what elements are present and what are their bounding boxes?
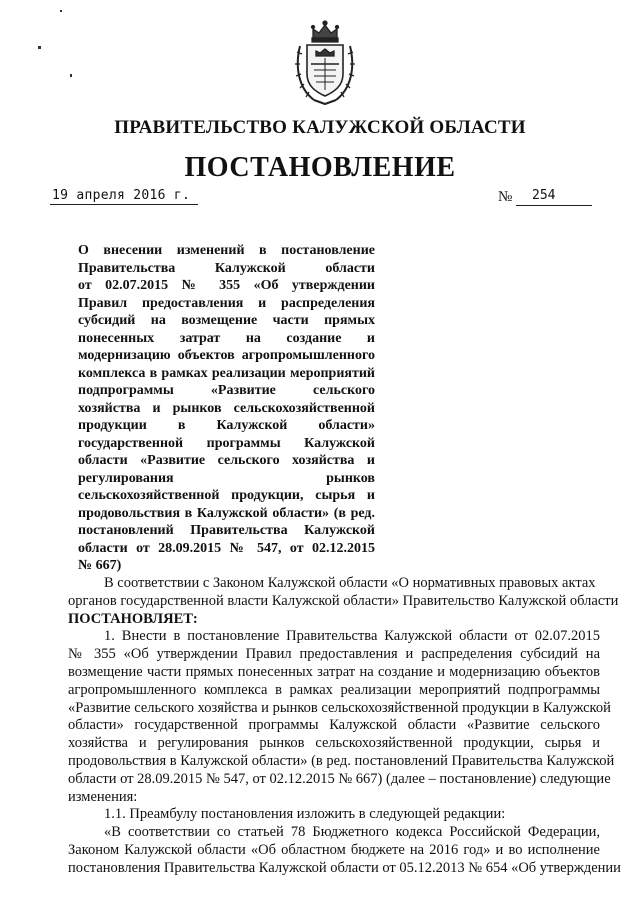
body-line: хозяйства и регулирования рынков сельскохозяйственной продукции, сырья и <box>68 735 600 752</box>
subject-line: государственной программы Калужской <box>78 435 375 451</box>
coat-of-arms-icon <box>292 18 358 106</box>
subject-line: субсидий на возмещение части прямых <box>78 313 375 328</box>
body-line: № 355 «Об утверждении Правил предоставления и распределения субсидий на <box>68 646 600 663</box>
number-sign: № <box>498 189 513 205</box>
body-line: 1. Внести в постановление Правительства Калужской области от 02.07.2015 <box>104 628 600 645</box>
subject-line: О внесении изменений в постановление <box>78 243 375 258</box>
subject-line: постановлений Правительства Калужской <box>78 523 375 538</box>
scan-speck <box>60 10 62 12</box>
subject-line: регулирования рынков <box>78 470 375 486</box>
body-line: продовольствия в Калужской области» (в ред. постановлений Правительства Калужской <box>68 752 615 769</box>
subject-line: модернизацию объектов агропромышленного <box>78 348 375 363</box>
body-line: области от 28.09.2015 № 547, от 02.12.2015 № 667) (далее – постановление) следующие <box>68 770 611 787</box>
document-subject <box>78 242 375 575</box>
subject-line: № 667) <box>78 558 122 573</box>
body-line: постановления Правительства Калужской области от 05.12.2013 № 654 «Об утверждении <box>68 859 621 876</box>
subject-line: понесенных затрат на создание и <box>78 330 375 346</box>
body-line: «Развитие сельского хозяйства и рынков сельскохозяйственной продукции в Калужской <box>68 699 611 716</box>
body-line: органов государственной власти Калужской области» Правительство Калужской области <box>68 592 619 609</box>
subject-line: Правительства Калужской области <box>78 260 375 276</box>
subject-line: хозяйства и рынков сельскохозяйственной <box>78 400 375 416</box>
subject-line: продукции в Калужской области» <box>78 418 375 433</box>
body-line: 1.1. Преамбулу постановления изложить в следующей редакции: <box>104 806 506 823</box>
body-line: изменения: <box>68 788 138 805</box>
subject-line: комплекса в рамках реализации мероприятий <box>78 365 375 381</box>
subject-line: Правил предоставления и распределения <box>78 295 375 311</box>
number-underline <box>516 205 592 206</box>
document-type-heading: ПОСТАНОВЛЕНИЕ <box>184 152 456 183</box>
body-line: возмещение части прямых понесенных затрат на создание и модернизацию объектов <box>68 663 600 680</box>
subject-line: от 02.07.2015 № 355 «Об утверждении <box>78 278 375 293</box>
document-number: 254 <box>532 188 556 203</box>
date-underline <box>50 204 198 205</box>
body-line: В соответствии с Законом Калужской области «О нормативных правовых актах <box>104 575 596 591</box>
body-line: области» государственной программы Калужской области «Развитие сельского <box>68 717 600 734</box>
document-body <box>68 575 621 878</box>
subject-line: области «Развитие сельского хозяйства и <box>78 453 375 468</box>
subject-line: продовольствия в Калужской области» (в ред. <box>78 505 375 521</box>
body-line: «В соответствии со статьей 78 Бюджетного кодекса Российской Федерации, <box>104 824 600 841</box>
scan-speck <box>70 74 72 77</box>
government-title: ПРАВИТЕЛЬСТВО КАЛУЖСКОЙ ОБЛАСТИ <box>114 117 526 138</box>
body-line: ПОСТАНОВЛЯЕТ: <box>68 610 198 627</box>
body-line: Законом Калужской области «Об областном бюджете на 2016 год» и во исполнение <box>68 841 600 858</box>
subject-line: сельскохозяйственной продукции, сырья и <box>78 488 375 503</box>
scan-speck <box>38 46 41 49</box>
document-date: 19 апреля 2016 г. <box>52 188 191 203</box>
body-line: агропромышленного комплекса в рамках реализации мероприятий подпрограммы <box>68 681 600 698</box>
subject-line: подпрограммы «Развитие сельского <box>78 383 375 398</box>
subject-line: области от 28.09.2015 № 547, от 02.12.2015 <box>78 540 375 556</box>
